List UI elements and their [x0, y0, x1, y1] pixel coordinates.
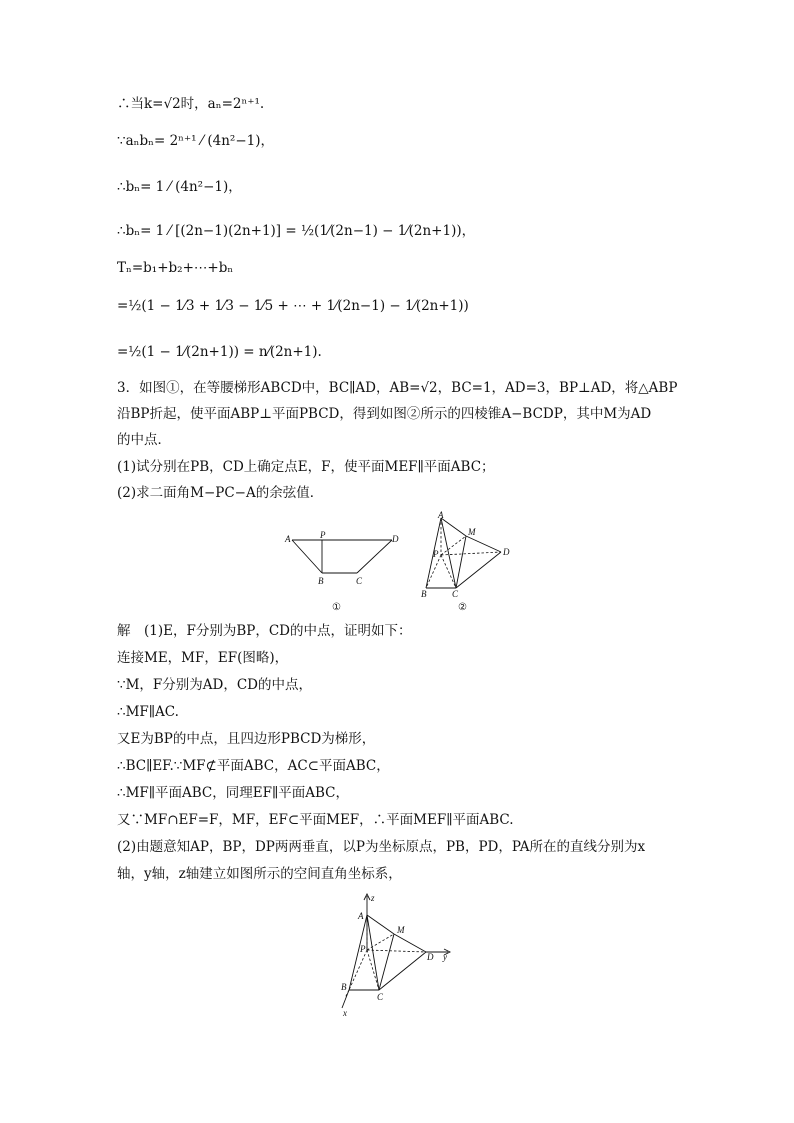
text-line: ∵aₙbₙ= 2ⁿ⁺¹ ⁄ (4n²−1)， [117, 133, 274, 149]
solution-line: 又∵MF∩EF=F，MF，EF⊂平面MEF，∴平面MEF∥平面ABC. [117, 812, 514, 828]
fig2-label-P: P [433, 549, 439, 559]
problem-line: (1)试分别在PB，CD上确定点E，F，使平面MEF∥平面ABC； [117, 459, 495, 475]
fig3-label-C: C [377, 992, 384, 1002]
problem-line: 3．如图①，在等腰梯形ABCD中，BC∥AD，AB=√2，BC=1，AD=3，BP⊥AD，将△ABP [117, 380, 678, 396]
text-line: ∴bₙ= 1 ⁄ [(2n−1)(2n+1)] = ½(1⁄(2n−1) − 1⁄(2n+1))， [117, 223, 476, 239]
fig2-label-A: A [438, 510, 444, 520]
solution-line: ∴BC∥EF.∵MF⊄平面ABC，AC⊂平面ABC， [117, 758, 390, 774]
solution-line: ∴MF∥平面ABC，同理EF∥平面ABC， [117, 785, 349, 801]
solution-line: 又E为BP的中点，且四边形PBCD为梯形， [117, 731, 376, 747]
fig3-label-P: P [360, 944, 366, 954]
fig3-label-A: A [358, 911, 364, 921]
fig1-label-B: B [318, 576, 324, 586]
problem-line: 的中点． [117, 432, 171, 448]
fig3-label-y: y [443, 952, 447, 962]
figure-trapezoid [282, 530, 404, 616]
figure-coordinate-system [336, 890, 460, 1018]
problem-line: 沿BP折起，使平面ABP⊥平面PBCD，得到如图②所示的四棱锥A−BCDP，其中M为AD [117, 406, 652, 422]
solution-line: 连接ME，MF，EF(图略)， [117, 650, 289, 666]
fig3-label-B: B [341, 982, 347, 992]
text-line: =½(1 − 1⁄3 + 1⁄3 − 1⁄5 + ⋯ + 1⁄(2n−1) − 1⁄(2n+1)) [117, 298, 469, 314]
fig3-label-M: M [397, 925, 405, 935]
fig2-label-B: B [421, 589, 427, 599]
fig2-label-C: C [452, 589, 459, 599]
text-line: ∴当k=√2时，aₙ=2ⁿ⁺¹. [117, 96, 265, 112]
fig1-label-D: D [392, 534, 399, 544]
solution-line: (2)由题意知AP，BP，DP两两垂直，以P为坐标原点，PB，PD，PA所在的直线分别为x [117, 839, 646, 855]
fig3-label-x: x [343, 1008, 347, 1018]
text-line: =½(1 − 1⁄(2n+1)) = n⁄(2n+1). [117, 344, 322, 360]
fig3-label-z: z [371, 893, 375, 903]
fig2-label-D: D [503, 547, 510, 557]
fig1-label-A: A [285, 534, 291, 544]
solution-line: 解 (1)E，F分别为BP，CD的中点，证明如下： [117, 623, 412, 639]
fig2-caption: ② [458, 602, 467, 613]
solution-line: ∵M，F分别为AD，CD的中点， [117, 677, 313, 693]
fig1-label-C: C [356, 576, 363, 586]
text-line: Tₙ=b₁+b₂+⋯+bₙ [117, 260, 234, 276]
fig1-caption: ① [332, 602, 341, 613]
fig2-label-M: M [468, 527, 476, 537]
figure-pyramid [418, 510, 518, 616]
solution-line: ∴MF∥AC. [117, 704, 179, 720]
text-line: ∴bₙ= 1 ⁄ (4n²−1)， [117, 179, 242, 195]
problem-line: (2)求二面角M−PC−A的余弦值． [117, 485, 324, 501]
fig3-label-D: D [427, 952, 434, 962]
solution-line: 轴，y轴，z轴建立如图所示的空间直角坐标系， [117, 866, 402, 882]
fig1-label-P: P [320, 530, 326, 540]
